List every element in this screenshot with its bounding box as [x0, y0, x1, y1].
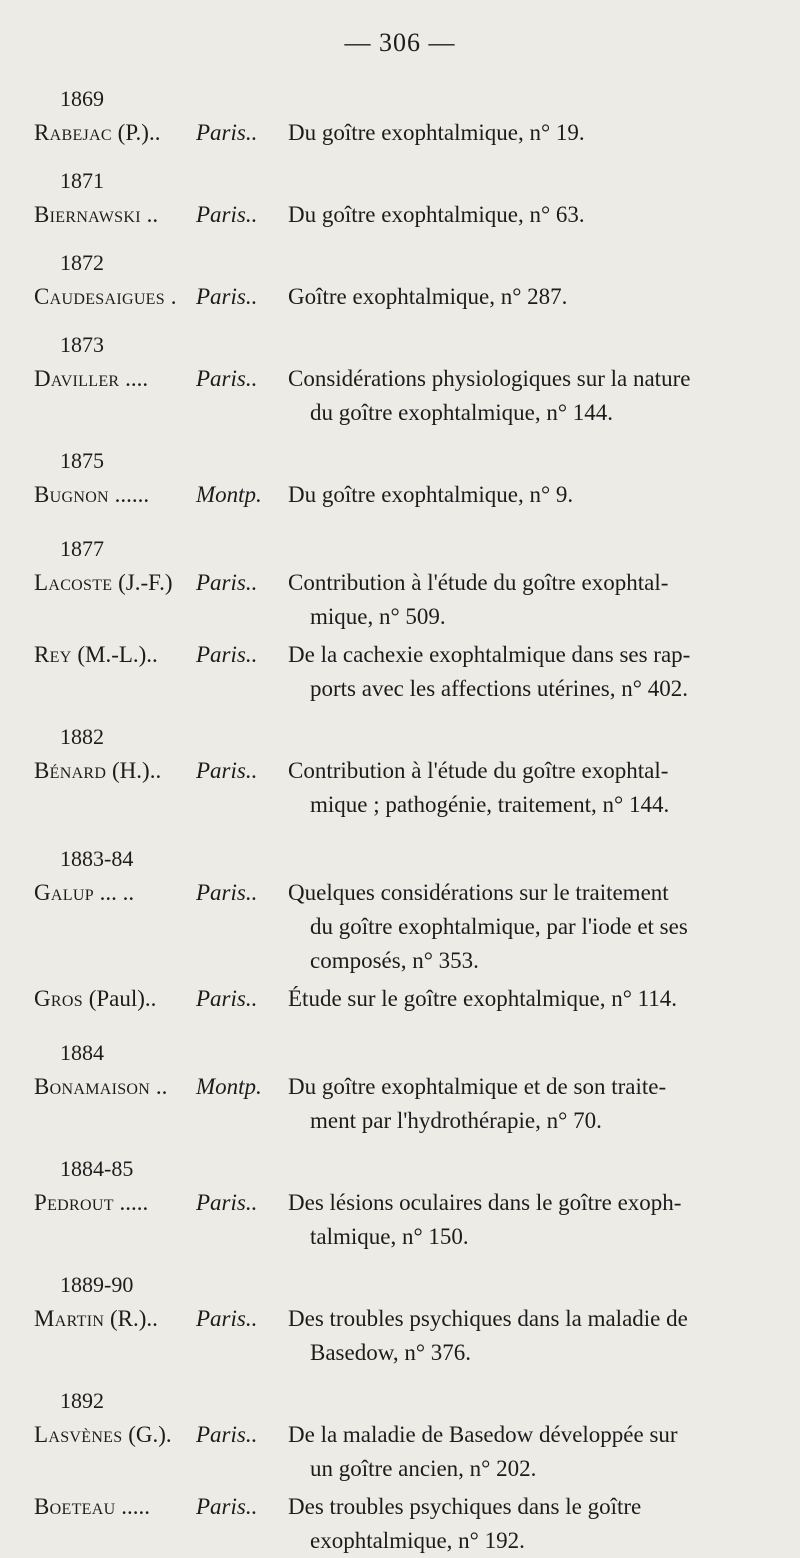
entry-author — [34, 1186, 196, 1254]
entry-author — [34, 876, 196, 978]
entry-author — [34, 280, 196, 314]
entry-author — [34, 478, 196, 512]
title-line: Contribution à l'étude du goître exophtal- — [288, 758, 669, 783]
bibliography-entry — [34, 876, 770, 978]
title-line: Goître exophtalmique, n° 287. — [288, 284, 568, 309]
entry-author — [34, 566, 196, 634]
entry-title — [288, 566, 770, 634]
title-line: Du goître exophtalmique, n° 63. — [288, 202, 585, 227]
year-heading: 1873 — [60, 332, 104, 357]
title-line: mique ; pathogénie, traitement, n° 144. — [310, 792, 670, 817]
author-name: Daviller — [34, 366, 120, 391]
author-name: Martin — [34, 1306, 105, 1331]
entry-title — [288, 1490, 770, 1558]
bibliography-entry — [34, 478, 770, 512]
title-line: De la cachexie exophtalmique dans ses rap- — [288, 642, 691, 667]
author-name: Biernawski — [34, 202, 141, 227]
entry-title — [288, 280, 770, 314]
group-spacer — [34, 1254, 770, 1268]
group-spacer — [34, 314, 770, 328]
bibliography-entry — [34, 362, 770, 430]
entry-place: Paris.. — [196, 986, 258, 1011]
year-heading: 1875 — [60, 448, 104, 473]
bibliography-entry — [34, 280, 770, 314]
year-heading: 1892 — [60, 1388, 104, 1413]
author-name: Rey — [34, 642, 72, 667]
entry-author — [34, 198, 196, 232]
group-spacer — [34, 822, 770, 842]
entry-place: Paris.. — [196, 642, 258, 667]
entry-title — [288, 116, 770, 150]
author-name: Bénard — [34, 758, 107, 783]
author-name: Rabejac — [34, 120, 112, 145]
title-line: ports avec les affections utérines, n° 402. — [310, 676, 688, 701]
entry-title — [288, 754, 770, 822]
bibliography-entry — [34, 1070, 770, 1138]
title-line: Du goître exophtalmique, n° 19. — [288, 120, 585, 145]
author-initials: .... — [119, 366, 149, 391]
entry-author — [34, 1418, 196, 1486]
year-heading: 1889-90 — [60, 1272, 134, 1297]
author-name: Pedrout — [34, 1190, 114, 1215]
year-heading: 1877 — [60, 536, 104, 561]
year-heading: 1871 — [60, 168, 104, 193]
year-heading: 1884 — [60, 1040, 104, 1065]
title-line: talmique, n° 150. — [310, 1224, 469, 1249]
entry-place: Montp. — [196, 482, 262, 507]
title-line: Considérations physiologiques sur la nature — [288, 366, 691, 391]
entry-place: Paris.. — [196, 880, 258, 905]
entry-author — [34, 982, 196, 1016]
author-name: Lasvènes — [34, 1422, 123, 1447]
title-line: Basedow, n° 376. — [310, 1340, 472, 1365]
title-line: un goître ancien, n° 202. — [310, 1456, 537, 1481]
entry-place: Paris.. — [196, 202, 258, 227]
author-name: Caudesaigues — [34, 284, 165, 309]
title-line: Contribution à l'étude du goître exophtal- — [288, 570, 669, 595]
title-line: composés, n° 353. — [310, 948, 479, 973]
year-heading: 1884-85 — [60, 1156, 134, 1181]
author-initials: (H.).. — [106, 758, 162, 783]
title-line: Des troubles psychiques dans la maladie de — [288, 1306, 688, 1331]
author-name: Gros — [34, 986, 83, 1011]
entry-author — [34, 116, 196, 150]
author-initials: . — [164, 284, 177, 309]
entry-place: Paris.. — [196, 1422, 258, 1447]
author-initials: (G.). — [122, 1422, 172, 1447]
entry-author — [34, 754, 196, 822]
author-initials: .. — [150, 1074, 168, 1099]
author-initials: (P.).. — [111, 120, 161, 145]
bibliography-entry — [34, 1490, 770, 1558]
bibliography-entry — [34, 754, 770, 822]
entry-title — [288, 198, 770, 232]
title-line: du goître exophtalmique, n° 144. — [310, 400, 614, 425]
entry-place: Paris.. — [196, 1494, 258, 1519]
author-initials: ...... — [108, 482, 150, 507]
entry-author — [34, 1302, 196, 1370]
entry-place: Montp. — [196, 1074, 262, 1099]
title-line: Des lésions oculaires dans le goître exoph- — [288, 1190, 682, 1215]
bibliography-entry — [34, 1418, 770, 1486]
bibliography-entry — [34, 982, 770, 1016]
entry-place: Paris.. — [196, 758, 258, 783]
entry-title — [288, 362, 770, 430]
bibliography-entry — [34, 116, 770, 150]
group-spacer — [34, 430, 770, 444]
group-spacer — [34, 232, 770, 246]
entry-place: Paris.. — [196, 284, 258, 309]
group-spacer — [34, 512, 770, 532]
bibliography-entry — [34, 1302, 770, 1370]
author-name: Bugnon — [34, 482, 109, 507]
entry-author — [34, 1070, 196, 1138]
author-name: Galup — [34, 880, 94, 905]
entry-place: Paris.. — [196, 1190, 258, 1215]
author-initials: (J.-F.) — [112, 570, 173, 595]
title-line: Du goître exophtalmique, n° 9. — [288, 482, 574, 507]
author-initials: ... .. — [93, 880, 135, 905]
entry-place: Paris.. — [196, 570, 258, 595]
year-heading: 1883-84 — [60, 846, 134, 871]
entry-place: Paris.. — [196, 120, 258, 145]
entry-title — [288, 982, 770, 1016]
bibliography-entry — [34, 638, 770, 706]
group-spacer — [34, 1016, 770, 1036]
author-initials: (R.).. — [104, 1306, 158, 1331]
author-initials: (M.-L.).. — [71, 642, 158, 667]
title-line: Quelques considérations sur le traitement — [288, 880, 669, 905]
entry-title — [288, 478, 770, 512]
bibliography-entry — [34, 198, 770, 232]
group-spacer — [34, 706, 770, 720]
entry-title — [288, 1418, 770, 1486]
title-line: mique, n° 509. — [310, 604, 446, 629]
entry-title — [288, 1302, 770, 1370]
entry-author — [34, 1490, 196, 1558]
title-line: ment par l'hydrothérapie, n° 70. — [310, 1108, 602, 1133]
author-initials: (Paul).. — [82, 986, 157, 1011]
author-initials: ..... — [115, 1494, 150, 1519]
year-heading: 1869 — [60, 86, 104, 111]
bibliography-list — [34, 82, 770, 1558]
entry-place: Paris.. — [196, 366, 258, 391]
entry-title — [288, 876, 770, 978]
author-name: Boeteau — [34, 1494, 116, 1519]
entry-author — [34, 638, 196, 706]
author-name: Bonamaison — [34, 1074, 151, 1099]
year-heading: 1872 — [60, 250, 104, 275]
group-spacer — [34, 1370, 770, 1384]
author-initials: ..... — [113, 1190, 149, 1215]
title-line: Des troubles psychiques dans le goître — [288, 1494, 642, 1519]
bibliography-entry — [34, 1186, 770, 1254]
author-initials: .. — [140, 202, 159, 227]
title-line: De la maladie de Basedow développée sur — [288, 1422, 678, 1447]
page-number: — 306 — — [344, 28, 456, 57]
group-spacer — [34, 150, 770, 164]
year-heading: 1882 — [60, 724, 104, 749]
title-line: Du goître exophtalmique et de son traite- — [288, 1074, 667, 1099]
title-line: du goître exophtalmique, par l'iode et ses — [310, 914, 688, 939]
title-line: Étude sur le goître exophtalmique, n° 114. — [288, 986, 678, 1011]
entry-title — [288, 1186, 770, 1254]
title-line: exophtalmique, n° 192. — [310, 1528, 525, 1553]
entry-place: Paris.. — [196, 1306, 258, 1331]
group-spacer — [34, 1138, 770, 1152]
entry-author — [34, 362, 196, 430]
bibliography-entry — [34, 566, 770, 634]
entry-title — [288, 638, 770, 706]
author-name: Lacoste — [34, 570, 113, 595]
entry-title — [288, 1070, 770, 1138]
